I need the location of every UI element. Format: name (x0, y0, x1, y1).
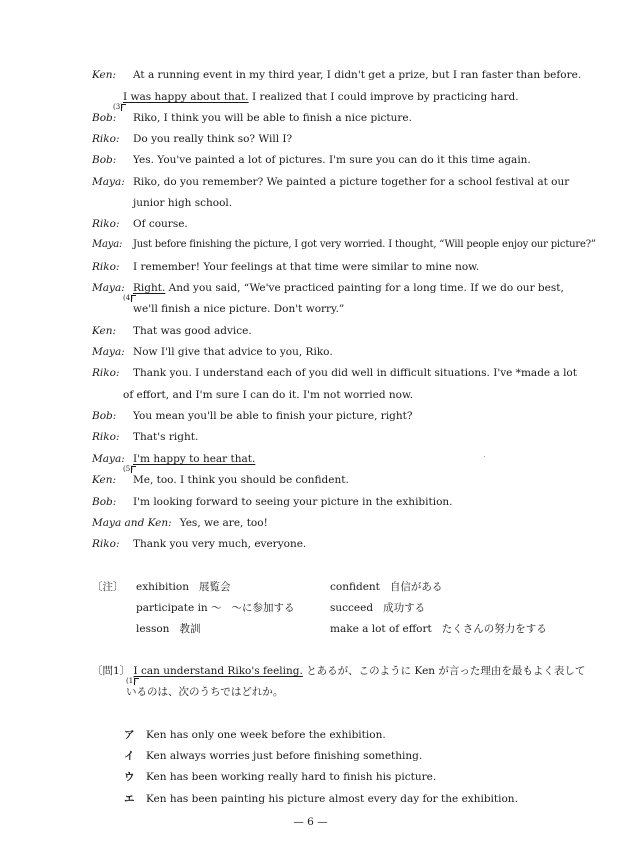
option-text: Ken has only one week before the exhibition. (146, 729, 386, 741)
dialogue-text: At a running event in my third year, I didn't get a prize, but I ran faster than before. (133, 69, 582, 81)
dialogue-text: Me, too. I think you should be confident. (133, 474, 349, 486)
note-meaning: 成功する (383, 602, 426, 614)
note-word: make a lot of effort (330, 623, 432, 635)
stray-dot (484, 456, 485, 457)
note-meaning: 展覧会 (199, 581, 231, 593)
speaker-label: Riko: (92, 367, 120, 379)
dialogue-line (92, 153, 531, 167)
underlined-phrase-5: I'm happy to hear that. (133, 453, 256, 465)
dialogue-text: junior high school. (133, 197, 233, 209)
question-mark-1: (1) (126, 677, 136, 685)
option-key: イ (124, 750, 135, 762)
dialogue-line (92, 111, 412, 125)
speaker-label: Maya: (92, 453, 125, 465)
speaker-label: Maya: (92, 282, 125, 294)
question-mark-5: (5) (123, 465, 133, 473)
answer-option[interactable] (124, 792, 518, 806)
speaker-label: Bob: (92, 112, 117, 124)
dialogue-text: I remember! Your feelings at that time were similar to mine now. (133, 261, 480, 273)
dialogue-text: I'm looking forward to seeing your picture in the exhibition. (133, 496, 453, 508)
dialogue-line (92, 324, 252, 338)
note-meaning: たくさんの努力をする (441, 623, 547, 635)
speaker-label: Bob: (92, 410, 117, 422)
dialogue-line (92, 217, 188, 231)
dialogue-line (92, 238, 596, 252)
speaker-label: Riko: (92, 218, 120, 230)
dialogue-line (92, 260, 479, 274)
question-text-cont: いるのは、次のうちではどれか。 (126, 686, 284, 698)
notes-label: 〔注〕 (92, 581, 124, 593)
question-number: 〔問1〕 (92, 665, 131, 677)
dialogue-line (92, 68, 581, 82)
speaker-label: Maya: (92, 239, 123, 250)
underlined-phrase-1: I can understand Riko's feeling. (133, 665, 303, 677)
dialogue-line (133, 302, 344, 316)
dialogue-text: Thank you very much, everyone. (133, 538, 307, 550)
answer-option[interactable] (124, 770, 436, 784)
note-word: lesson (136, 623, 170, 635)
dialogue-line (92, 537, 306, 551)
question-mark-3: (3) (113, 103, 123, 111)
dialogue-text: Yes. You've painted a lot of pictures. I'm sure you can do it this time again. (133, 154, 531, 166)
dialogue-text: Now I'll give that advice to you, Riko. (133, 346, 333, 358)
dialogue-text: Riko, do you remember? We painted a picture together for a school festival at our (133, 176, 570, 188)
dialogue-line (92, 452, 255, 466)
speaker-label: Maya and Ken: (92, 517, 172, 529)
dialogue-line (123, 90, 519, 104)
dialogue-line (92, 345, 333, 359)
question-text: とあるが、このように Ken が言った理由を最もよく表して (306, 665, 586, 677)
answer-option[interactable] (124, 749, 422, 763)
note-item (136, 622, 200, 636)
speaker-label: Ken: (92, 325, 117, 337)
question-mark-4: (4) (123, 294, 133, 302)
note-item (136, 601, 295, 615)
dialogue-line (92, 132, 292, 146)
speaker-label: Ken: (92, 474, 117, 486)
note-word: confident (330, 581, 380, 593)
dialogue-text: I realized that I could improve by practicing hard. (248, 91, 519, 103)
note-word: participate in ～ (136, 602, 222, 614)
dialogue-line (92, 281, 564, 295)
dialogue-line (123, 388, 413, 402)
dialogue-text: Of course. (133, 218, 188, 230)
underlined-phrase-3: I was happy about that. (123, 91, 249, 103)
dialogue-text: Do you really think so? Will I? (133, 133, 293, 145)
option-text: Ken has been painting his picture almost every day for the exhibition. (146, 793, 518, 805)
speaker-label: Riko: (92, 261, 120, 273)
underlined-phrase-4: Right. (133, 282, 166, 294)
speaker-label: Maya: (92, 176, 125, 188)
dialogue-line (92, 473, 349, 487)
option-text: Ken has been working really hard to finish his picture. (146, 771, 437, 783)
dialogue-line (133, 196, 232, 210)
dialogue-line (92, 516, 268, 530)
dialogue-line (92, 495, 453, 509)
speaker-label: Bob: (92, 154, 117, 166)
option-text: Ken always worries just before finishing something. (146, 750, 423, 762)
answer-option[interactable] (124, 728, 386, 742)
dialogue-text: That's right. (133, 431, 199, 443)
speaker-label: Bob: (92, 496, 117, 508)
dialogue-line (92, 366, 577, 380)
speaker-label: Riko: (92, 538, 120, 550)
dialogue-line (92, 430, 198, 444)
note-meaning: 自信がある (389, 581, 443, 593)
option-key: エ (124, 793, 135, 805)
option-key: ウ (124, 771, 135, 783)
question-1 (92, 664, 585, 678)
dialogue-text: Yes, we are, too! (179, 517, 268, 529)
speaker-label: Maya: (92, 346, 125, 358)
note-item (330, 622, 547, 636)
dialogue-text: of effort, and I'm sure I can do it. I'm not worried now. (123, 389, 414, 401)
dialogue-text: Just before finishing the picture, I got very worried. I thought, “Will people enjoy our picture?” (133, 239, 596, 250)
note-item (136, 580, 231, 594)
dialogue-text: You mean you'll be able to finish your picture, right? (133, 410, 413, 422)
dialogue-line (92, 175, 569, 189)
speaker-label: Riko: (92, 133, 120, 145)
note-meaning: 教訓 (179, 623, 201, 635)
speaker-label: Ken: (92, 69, 117, 81)
note-word: exhibition (136, 581, 189, 593)
dialogue-text: we'll finish a nice picture. Don't worry.” (133, 303, 345, 315)
dialogue-text: Thank you. I understand each of you did well in difficult situations. I've *made a lot (133, 367, 577, 379)
page-number: — 6 — (293, 816, 328, 828)
dialogue-text: Riko, I think you will be able to finish a nice picture. (133, 112, 412, 124)
note-item (330, 601, 425, 615)
speaker-label: Riko: (92, 431, 120, 443)
dialogue-line (92, 409, 413, 423)
option-key: ア (124, 729, 135, 741)
note-word: succeed (330, 602, 374, 614)
note-item (330, 580, 442, 594)
dialogue-text: And you said, “We've practiced painting for a long time. If we do our best, (165, 282, 564, 294)
note-meaning: ～に参加する (231, 602, 295, 614)
dialogue-text: That was good advice. (133, 325, 252, 337)
